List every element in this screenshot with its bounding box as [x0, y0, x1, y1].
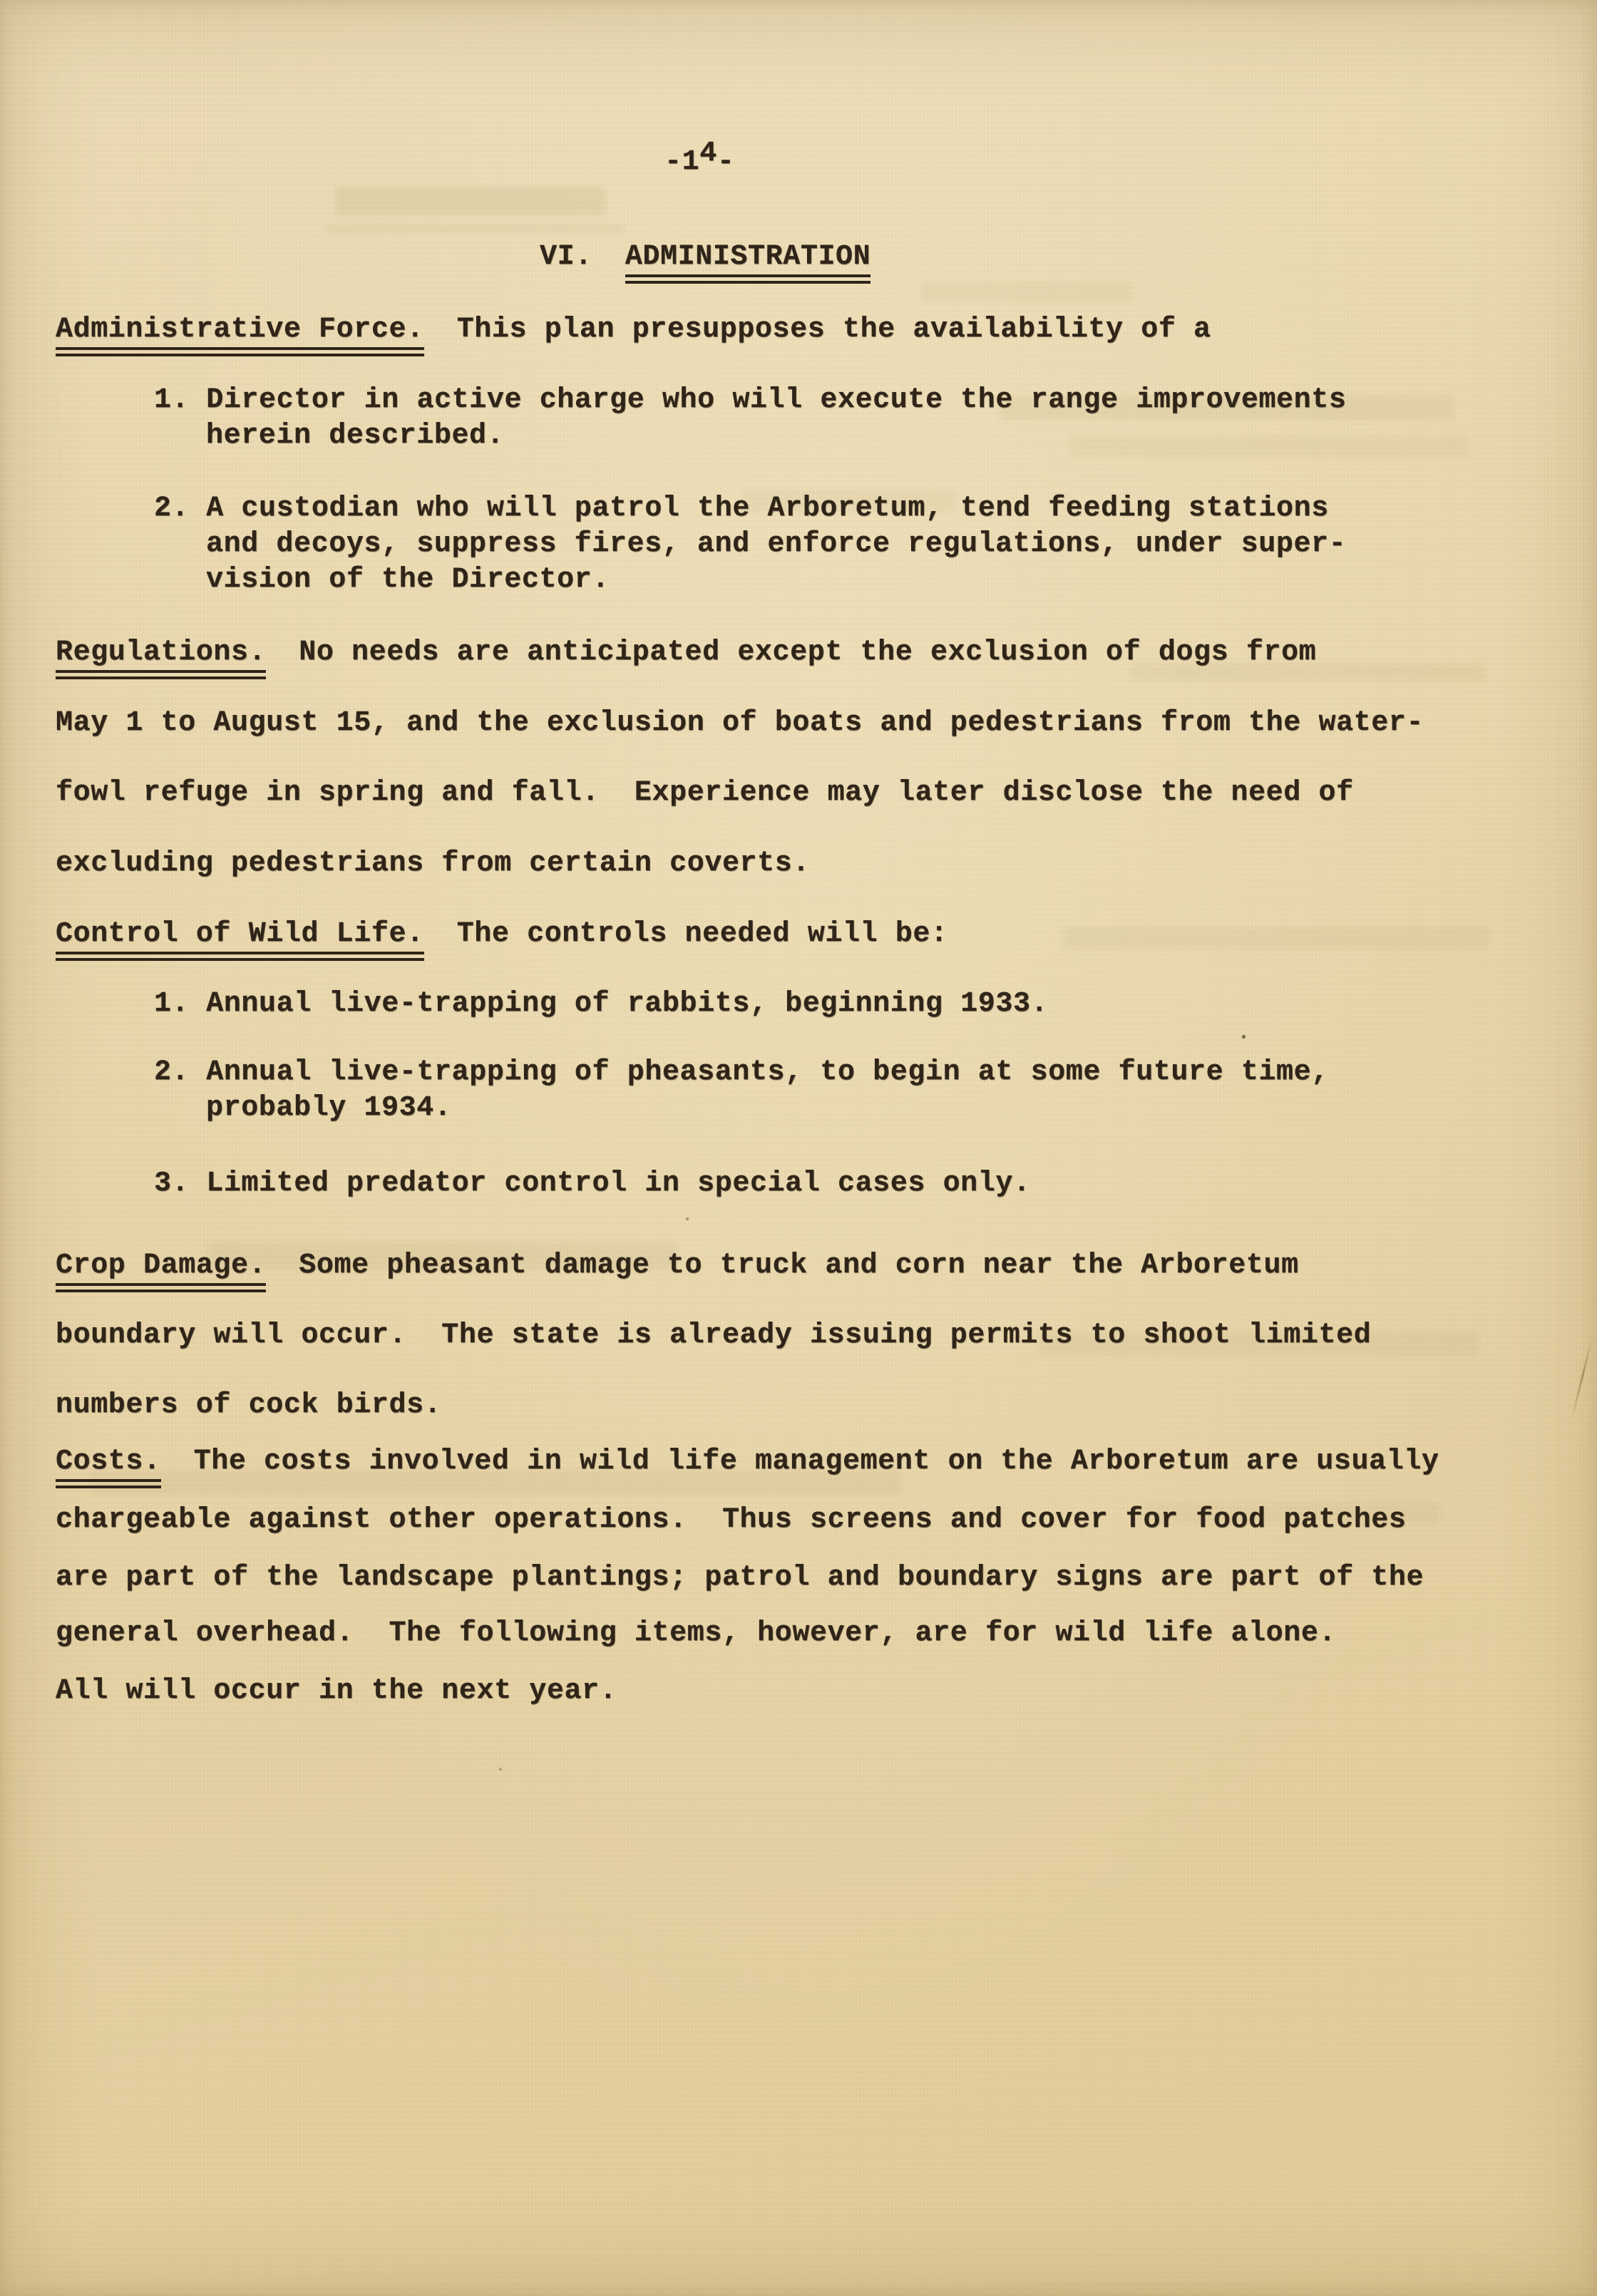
section-heading: ADMINISTRATION — [625, 241, 871, 284]
paragraph-administrative-force-line-1 — [56, 313, 1211, 350]
page-number-raised-digit: 4 — [699, 138, 717, 170]
ink-speck — [686, 1218, 689, 1220]
bleed-through-smudge — [335, 187, 606, 215]
paragraph-regulations-line-3: fowl refuge in spring and fall. Experience may later disclose the need of — [56, 777, 1354, 809]
paragraph-costs-line-1 — [56, 1445, 1439, 1482]
list-item-text: Limited predator control in special cases only. — [206, 1168, 1031, 1200]
list-item-number: 1. — [154, 988, 190, 1020]
list-item-1-line-1 — [154, 383, 1346, 421]
paragraph-text: The controls needed will be: — [456, 918, 948, 950]
paragraph-text: No needs are anticipated except the exclusion of dogs from — [299, 637, 1317, 669]
control-item-1-line-1 — [154, 987, 1048, 1024]
paper-crease — [1571, 1339, 1593, 1419]
list-item-number: 3. — [154, 1168, 190, 1200]
paragraph-regulations-line-4: excluding pedestrians from certain coverts. — [56, 848, 810, 880]
list-item-text: Annual live-trapping of pheasants, to begin at some future time, — [206, 1056, 1329, 1088]
ink-speck — [1242, 1035, 1246, 1039]
bleed-through-smudge — [324, 225, 624, 232]
page-number — [664, 138, 735, 182]
bleed-through-smudge — [1069, 436, 1469, 458]
bleed-through-smudge — [920, 282, 1134, 303]
paragraph-text: This plan presupposes the availability of a — [456, 314, 1211, 346]
paragraph-text: Some pheasant damage to truck and corn near the Arboretum — [299, 1250, 1299, 1282]
list-item-2-line-3: vision of the Director. — [206, 564, 610, 596]
list-item-2-line-1 — [154, 492, 1329, 529]
lead-administrative-force: Administrative Force. — [56, 314, 424, 356]
paragraph-costs-line-4: general overhead. The following items, however, are for wild life alone. — [56, 1617, 1337, 1649]
list-item-2-line-2: and decoys, suppress fires, and enforce regulations, under super- — [206, 528, 1347, 560]
paragraph-costs-line-2: chargeable against other operations. Thus screens and cover for food patches — [56, 1504, 1407, 1536]
ink-speck — [499, 1768, 502, 1771]
paragraph-text: The costs involved in wild life management on the Arboretum are usually — [193, 1446, 1439, 1478]
section-title — [540, 240, 871, 277]
paragraph-regulations-line-2: May 1 to August 15, and the exclusion of boats and pedestrians from the water- — [56, 707, 1424, 739]
page-number-suffix: - — [717, 146, 735, 178]
paragraph-crop-damage-line-2: boundary will occur. The state is already issuing permits to shoot limited — [56, 1319, 1372, 1352]
list-item-number: 2. — [154, 493, 190, 525]
list-item-number: 1. — [154, 384, 190, 416]
control-item-2-line-2: probably 1934. — [206, 1092, 452, 1124]
control-item-2-line-1 — [154, 1056, 1329, 1093]
paragraph-regulations-line-1 — [56, 636, 1316, 673]
control-item-3-line-1 — [154, 1167, 1031, 1204]
list-item-text: A custodian who will patrol the Arboretum, tend feeding stations — [206, 493, 1329, 525]
paragraph-crop-damage-line-3: numbers of cock birds. — [56, 1389, 442, 1421]
lead-control-of-wild-life: Control of Wild Life. — [56, 918, 424, 961]
list-item-number: 2. — [154, 1056, 190, 1088]
lead-regulations: Regulations. — [56, 637, 266, 679]
paragraph-costs-line-3: are part of the landscape plantings; patrol and boundary signs are part of the — [56, 1562, 1424, 1594]
list-item-text: Annual live-trapping of rabbits, beginning 1933. — [206, 988, 1049, 1020]
lead-costs: Costs. — [56, 1446, 161, 1488]
bleed-through-smudge — [1062, 927, 1490, 949]
page-number-prefix: -1 — [664, 146, 700, 178]
list-item-text: Director in active charge who will execute the range improvements — [206, 384, 1347, 416]
paragraph-control-line-1 — [56, 917, 948, 954]
paragraph-crop-damage-line-1 — [56, 1249, 1299, 1286]
list-item-1-line-2: herein described. — [206, 420, 505, 452]
section-numeral: VI. — [540, 241, 592, 273]
lead-crop-damage: Crop Damage. — [56, 1250, 266, 1292]
paragraph-costs-line-5: All will occur in the next year. — [56, 1675, 617, 1707]
